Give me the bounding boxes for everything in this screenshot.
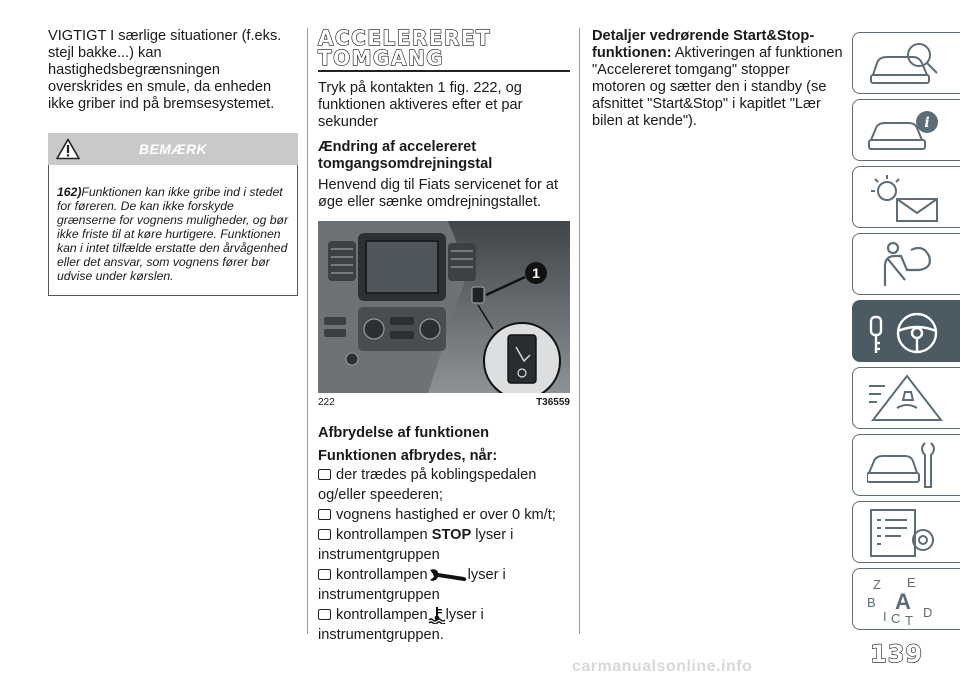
subheading-stop: Afbrydelse af funktionen (318, 425, 490, 441)
list-item-continuation: instrumentgruppen (318, 587, 440, 603)
list-item: kontrollampen lyser i (318, 565, 570, 585)
figure-callout: 1 (532, 265, 540, 281)
tab-warning-lights[interactable] (852, 166, 960, 228)
road-warning-icon (867, 374, 947, 424)
subheading-conditions: Funktionen afbrydes, når: (318, 448, 498, 464)
section-heading-line1: ACCELERERET (318, 26, 492, 50)
svg-text:I: I (883, 609, 887, 624)
svg-text:T: T (905, 613, 913, 625)
checkbox-bullet-icon (318, 569, 331, 580)
svg-text:C: C (891, 611, 901, 625)
right-column (592, 28, 847, 130)
tab-vehicle-info[interactable] (852, 99, 960, 161)
checkbox-bullet-icon (318, 609, 331, 620)
svg-text:D: D (923, 605, 933, 620)
warning-lights-envelope-icon (867, 173, 947, 223)
start-stop-details (592, 28, 847, 130)
wrench-icon (428, 567, 468, 583)
watermark: carmanualsonline.info (572, 658, 753, 675)
intro-text: VIGTIGT I særlige situationer (f.eks. stejl bakke...) kan hastighedsbegrænsningen overskrides en smule, da enheden ikke griber ind på bremsesystemet. (48, 28, 282, 112)
car-search-icon (867, 39, 947, 89)
subheading-change: Ændring af accelereret tomgangsomdrejningstal (318, 139, 493, 172)
svg-text:A: A (895, 589, 911, 614)
coolant-temperature-icon (428, 606, 446, 624)
column-divider-2 (579, 28, 580, 634)
spec-sheet-gear-icon (867, 508, 947, 558)
tab-starting-driving[interactable] (852, 300, 960, 362)
list-item: kontrollampen STOP lyser i (318, 525, 570, 545)
svg-text:B: B (867, 595, 876, 610)
note-number: 162) (57, 185, 82, 199)
list-item-continuation: og/eller speederen; (318, 487, 443, 503)
start-stop-text: Aktiveringen af funktionen "Accelereret tomgang" stopper motoren og sætter den i standby (se afsnittet "Start&Stop" i kapitlet "Lær bilen at kende"). (592, 45, 843, 129)
heading-rule (318, 70, 570, 72)
alphabet-index-icon (867, 575, 947, 625)
activation-text: Tryk på kontakten 1 fig. 222, og funktionen aktiveres efter et par sekunder (318, 80, 523, 130)
note-text (57, 185, 289, 283)
page-number: 139 (870, 640, 924, 668)
checkbox-bullet-icon (318, 529, 331, 540)
list-item-continuation: instrumentgruppen. (318, 627, 444, 643)
dashboard-photo (318, 221, 570, 393)
list-item-continuation: instrumentgruppen (318, 547, 440, 563)
car-info-icon (867, 106, 947, 156)
seatbelt-airbag-icon (867, 240, 947, 290)
figure-number: 222 (318, 397, 335, 408)
tab-technical-data[interactable] (852, 501, 960, 563)
tab-know-vehicle[interactable] (852, 32, 960, 94)
section-heading-line2: TOMGANG (318, 46, 445, 70)
svg-text:E: E (907, 575, 916, 590)
tab-safety[interactable] (852, 233, 960, 295)
figure-caption (318, 397, 570, 415)
note-body: Funktionen kan ikke gribe ind i stedet for føreren. De kan ikke forskyde grænserne for vognens muligheder, og bør ikke friste til at køre hurtigere. Funktionen kan i intet tilfælde erstatte den årvågenhed eller det ansvar, som vognens fører bør udvise under kørslen. (57, 185, 289, 283)
middle-column (318, 28, 570, 645)
tab-index[interactable] (852, 568, 960, 630)
list-item: vognens hastighed er over 0 km/t; (318, 505, 570, 525)
change-text: Henvend dig til Fiats servicenet for at øge eller sænke omdrejningstallet. (318, 177, 559, 210)
checkbox-bullet-icon (318, 469, 331, 480)
dashboard-figure (318, 221, 570, 393)
column-divider-1 (307, 28, 308, 634)
tab-emergency[interactable] (852, 367, 960, 429)
svg-text:Z: Z (873, 577, 881, 592)
figure-code: T36559 (536, 397, 570, 408)
start-stop-title: Detaljer vedrørende Start&Stop-funktionen: (592, 28, 815, 61)
car-wrench-icon (867, 441, 947, 491)
note-header (48, 133, 298, 165)
tab-maintenance[interactable] (852, 434, 960, 496)
svg-text:i: i (924, 115, 930, 131)
note-title: BEMÆRK (138, 141, 208, 157)
list-item: kontrollampen lyser i (318, 605, 570, 625)
key-steering-wheel-icon (867, 307, 947, 357)
note-box (48, 165, 298, 296)
left-column (48, 28, 298, 296)
list-item: der trædes på koblingspedalen (318, 465, 570, 485)
checkbox-bullet-icon (318, 509, 331, 520)
